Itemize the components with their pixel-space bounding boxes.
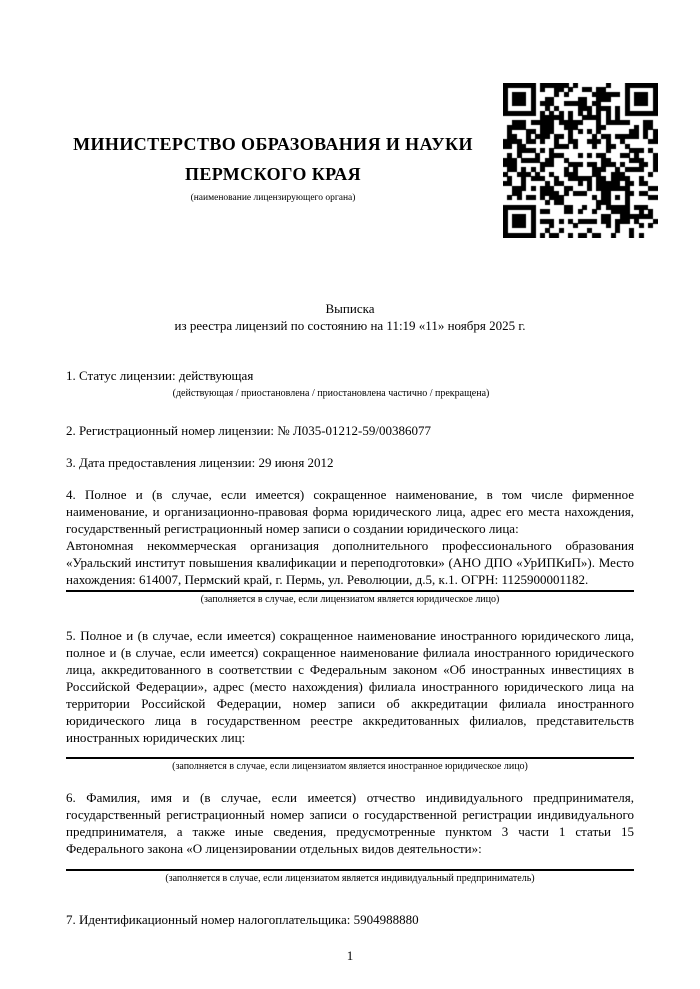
individual-field-line bbox=[66, 869, 634, 871]
document-header bbox=[0, 0, 700, 238]
foreign-entity-field-line bbox=[66, 757, 634, 759]
document-title-block bbox=[66, 300, 634, 334]
ministry-name bbox=[66, 129, 480, 189]
item-registration-number: 2. Регистрационный номер лицензии: № Л035-01212-59/00386077 bbox=[66, 423, 432, 438]
ministry-name-line2: ПЕРМСКОГО КРАЯ bbox=[184, 164, 362, 184]
individual-field-note: (заполняется в случае, если лицензиатом является индивидуальный предприниматель) bbox=[165, 873, 535, 884]
license-status-options-note: (действующая / приостановлена / приостановлена частично / прекращена) bbox=[172, 388, 490, 399]
document-body bbox=[0, 300, 700, 963]
legal-entity-field-line bbox=[66, 590, 634, 592]
page-number: 1 bbox=[346, 948, 354, 963]
item-individual-entrepreneur-label: 6. Фамилия, имя и (в случае, если имеется) отчество индивидуального предпринимателя, государственный регистрационный номер записи о государственной регистрации индивидуального предпринимателя, а также иные сведения, предусмотренные пунктом 3 части 1 статьи 15 Федерального закона «О лицензировании отдельных видов деятельности»: bbox=[66, 790, 634, 856]
qr-code-image bbox=[503, 83, 658, 238]
item-license-status: 1. Статус лицензии: действующая bbox=[66, 368, 254, 383]
ministry-name-line1: МИНИСТЕРСТВО ОБРАЗОВАНИЯ И НАУКИ bbox=[73, 134, 473, 154]
document-title: Выписка bbox=[325, 301, 375, 316]
item-foreign-entity-label: 5. Полное и (в случае, если имеется) сокращенное наименование иностранного юридического лица, полное и (в случае, если имеется) сокращенное наименование филиала иностранного юридического лица, аккредитованного в соответствии с Федеральным законом «Об иностранных инвестициях в Российской Федерации», адрес (место нахождения) филиала иностранного юридического лица на территории Российской Федерации, номер записи об аккредитации филиала иностранного юридического лица в государственном реестре аккредитованных филиалов, представительств иностранных юридических лиц: bbox=[66, 628, 634, 745]
legal-entity-field-note: (заполняется в случае, если лицензиатом является юридическое лицо) bbox=[200, 594, 500, 605]
document-subtitle: из реестра лицензий по состоянию на 11:19 «11» ноября 2025 г. bbox=[174, 318, 526, 333]
item-grant-date: 3. Дата предоставления лицензии: 29 июня 2012 bbox=[66, 455, 334, 470]
item-legal-entity-label: 4. Полное и (в случае, если имеется) сокращенное наименование, в том числе фирменное наименование, и организационно-правовая форма юридического лица, адрес его места нахождения, государственный регистрационный номер записи о создании юридического лица: bbox=[66, 487, 634, 536]
licensing-authority-block bbox=[66, 129, 480, 204]
licensing-authority-caption: (наименование лицензирующего органа) bbox=[190, 193, 356, 203]
qr-code bbox=[503, 83, 658, 238]
item-taxpayer-number: 7. Идентификационный номер налогоплательщика: 5904988880 bbox=[66, 912, 419, 927]
legal-entity-value: Автономная некоммерческая организация дополнительного профессионального образования «Уральский институт повышения квалификации и переподготовки» (АНО ДПО «УрИПКиП»). Место нахождения: 614007, Пермский край, г. Пермь, ул. Революции, д.5, к.1. ОГРН: 1125900001182. bbox=[66, 538, 634, 587]
foreign-entity-field-note: (заполняется в случае, если лицензиатом является иностранное юридическое лицо) bbox=[172, 761, 528, 772]
